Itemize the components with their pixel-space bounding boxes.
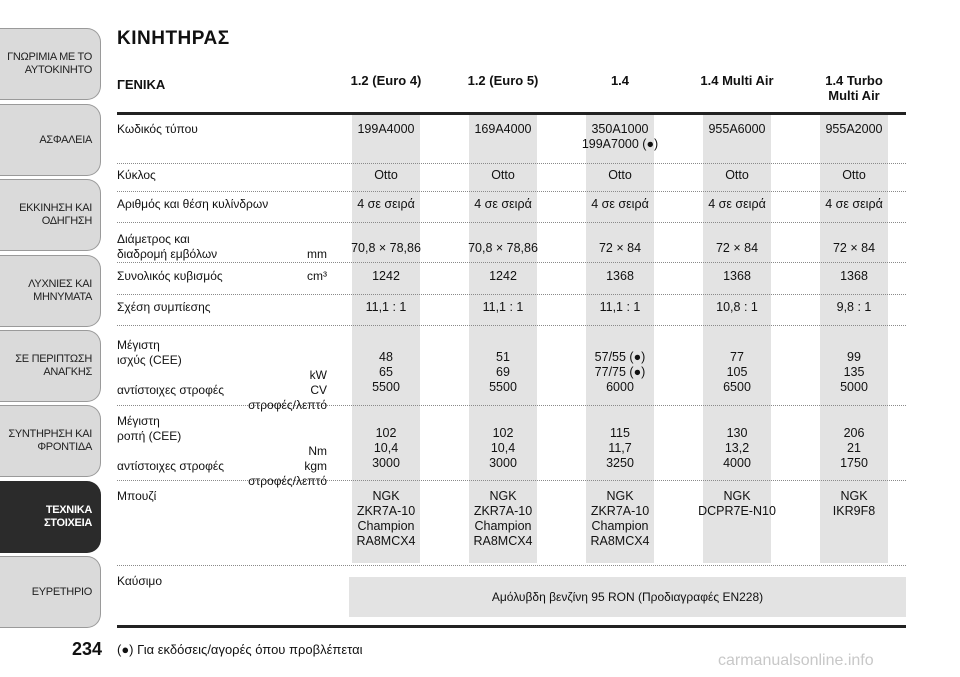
header-rule <box>117 112 906 115</box>
table-cell: 350A1000 199A7000 (●) <box>581 122 659 151</box>
section-heading: ΓΕΝΙΚΑ <box>117 77 166 92</box>
row-divider <box>117 222 906 223</box>
table-cell: 57/55 (●) 77/75 (●) 6000 <box>594 350 646 394</box>
page-title: ΚΙΝΗΤΗΡΑΣ <box>117 28 230 49</box>
bottom-rule <box>117 625 906 628</box>
table-cell: 72 × 84 <box>832 241 876 255</box>
column-header: 1.2 (Euro 5) <box>467 73 539 88</box>
table-cell: 4 σε σειρά <box>357 197 415 211</box>
footnote: (●) Για εκδόσεις/αγορές όπου προβλέπεται <box>117 642 363 657</box>
table-cell: 77 105 6500 <box>723 350 751 394</box>
table-cell: 169A4000 <box>474 122 532 136</box>
row-divider <box>117 480 906 481</box>
row-label-text: Κύκλος <box>117 168 156 182</box>
table-cell: 4 σε σειρά <box>708 197 766 211</box>
table-cell: 4 σε σειρά <box>474 197 532 211</box>
chapter-tab[interactable]: ΕΥΡΕΤΗΡΙΟ <box>0 556 101 628</box>
table-cell: 9,8 : 1 <box>836 300 872 314</box>
column-header: 1.4 Turbo Multi Air <box>825 73 883 103</box>
table-cell: 70,8 × 78,86 <box>351 241 421 255</box>
row-label <box>117 300 327 315</box>
row-label <box>117 122 327 137</box>
row-label-text: Καύσιμο <box>117 574 163 588</box>
column-header: 1.2 (Euro 4) <box>350 73 422 88</box>
table-cell: 1368 <box>606 269 634 283</box>
table-cell: 11,1 : 1 <box>482 300 524 314</box>
chapter-tab[interactable]: ΛΥΧΝΙΕΣ ΚΑΙ ΜΗΝΥΜΑΤΑ <box>0 255 101 327</box>
table-cell: 99 135 5000 <box>840 350 868 394</box>
table-cell: 955A6000 <box>708 122 766 136</box>
table-cell: Otto <box>608 168 632 182</box>
table-cell: 1368 <box>840 269 868 283</box>
row-divider <box>117 163 906 164</box>
table-cell: 955A2000 <box>825 122 883 136</box>
chapter-tab[interactable]: ΑΣΦΑΛΕΙΑ <box>0 104 101 176</box>
row-unit: mm <box>307 247 327 261</box>
table-cell: Otto <box>491 168 515 182</box>
table-cell: 72 × 84 <box>598 241 642 255</box>
column-header: 1.4 Multi Air <box>700 73 774 88</box>
row-label <box>117 269 327 284</box>
page-number: 234 <box>72 639 103 659</box>
fuel-value: Αμόλυβδη βενζίνη 95 RON (Προδιαγραφές EN228) <box>349 577 906 617</box>
chapter-tab[interactable]: ΤΕΧΝΙΚΑ ΣΤΟΙΧΕΙΑ <box>0 481 101 553</box>
table-cell: Otto <box>374 168 398 182</box>
row-label-text: Μέγιστη ισχύς (CEE) αντίστοιχες στροφές <box>117 338 224 397</box>
row-unit: kW CV στροφές/λεπτό <box>248 368 327 412</box>
table-cell: 1242 <box>489 269 517 283</box>
table-cell: 115 11,7 3250 <box>606 426 634 470</box>
row-unit: Nm kgm στροφές/λεπτό <box>248 444 327 488</box>
table-cell: 11,1 : 1 <box>365 300 407 314</box>
row-label <box>117 574 327 589</box>
row-label <box>117 414 327 488</box>
table-cell: 51 69 5500 <box>489 350 517 394</box>
chapter-tab[interactable]: ΣΥΝΤΗΡΗΣΗ ΚΑΙ ΦΡΟΝΤΙΔΑ <box>0 405 101 477</box>
row-unit: cm³ <box>307 269 327 283</box>
row-label <box>117 489 327 504</box>
row-label <box>117 197 327 212</box>
row-label-text: Συνολικός κυβισμός <box>117 269 223 283</box>
table-cell: NGK ZKR7A-10 Champion RA8MCX4 <box>356 489 416 548</box>
table-cell: NGK IKR9F8 <box>832 489 876 518</box>
row-label-text: Μπουζί <box>117 489 157 503</box>
table-cell: 4 σε σειρά <box>825 197 883 211</box>
column-header: 1.4 <box>610 73 630 88</box>
row-label <box>117 232 327 262</box>
row-divider <box>117 405 906 406</box>
chapter-tab[interactable]: ΕΚΚΙΝΗΣΗ ΚΑΙ ΟΔΗΓΗΣΗ <box>0 179 101 251</box>
table-cell: NGK DCPR7E-N10 <box>698 489 776 518</box>
row-divider <box>117 325 906 326</box>
table-cell: 130 13,2 4000 <box>723 426 751 470</box>
row-label-text: Μέγιστη ροπή (CEE) αντίστοιχες στροφές <box>117 414 224 473</box>
row-divider <box>117 262 906 263</box>
table-cell: Otto <box>842 168 866 182</box>
watermark: carmanualsonline.info <box>718 652 874 669</box>
table-cell: 102 10,4 3000 <box>372 426 400 470</box>
row-label-text: Διάμετρος και διαδρομή εμβόλων <box>117 232 218 261</box>
chapter-tab[interactable]: ΣΕ ΠΕΡΙΠΤΩΣΗ ΑΝΑΓΚΗΣ <box>0 330 101 402</box>
row-divider <box>117 294 906 295</box>
table-cell: 72 × 84 <box>715 241 759 255</box>
table-cell: 4 σε σειρά <box>591 197 649 211</box>
table-cell: Otto <box>725 168 749 182</box>
table-cell: 11,1 : 1 <box>599 300 641 314</box>
table-cell: 199A4000 <box>357 122 415 136</box>
table-cell: 70,8 × 78,86 <box>468 241 538 255</box>
row-label-text: Σχέση συμπίεσης <box>117 300 211 314</box>
row-label-text: Κωδικός τύπου <box>117 122 198 136</box>
row-divider <box>117 565 906 566</box>
table-cell: 10,8 : 1 <box>716 300 758 314</box>
table-cell: 206 21 1750 <box>840 426 868 470</box>
chapter-tab[interactable]: ΓΝΩΡΙΜΙΑ ΜΕ ΤΟ ΑΥΤΟΚΙΝΗΤΟ <box>0 28 101 100</box>
row-label <box>117 168 327 183</box>
table-cell: 1242 <box>372 269 400 283</box>
table-cell: 102 10,4 3000 <box>489 426 517 470</box>
table-cell: 1368 <box>723 269 751 283</box>
table-cell: NGK ZKR7A-10 Champion RA8MCX4 <box>473 489 533 548</box>
row-label-text: Αριθμός και θέση κυλίνδρων <box>117 197 269 211</box>
row-label <box>117 338 327 412</box>
table-cell: NGK ZKR7A-10 Champion RA8MCX4 <box>590 489 650 548</box>
row-divider <box>117 191 906 192</box>
table-cell: 48 65 5500 <box>372 350 400 394</box>
